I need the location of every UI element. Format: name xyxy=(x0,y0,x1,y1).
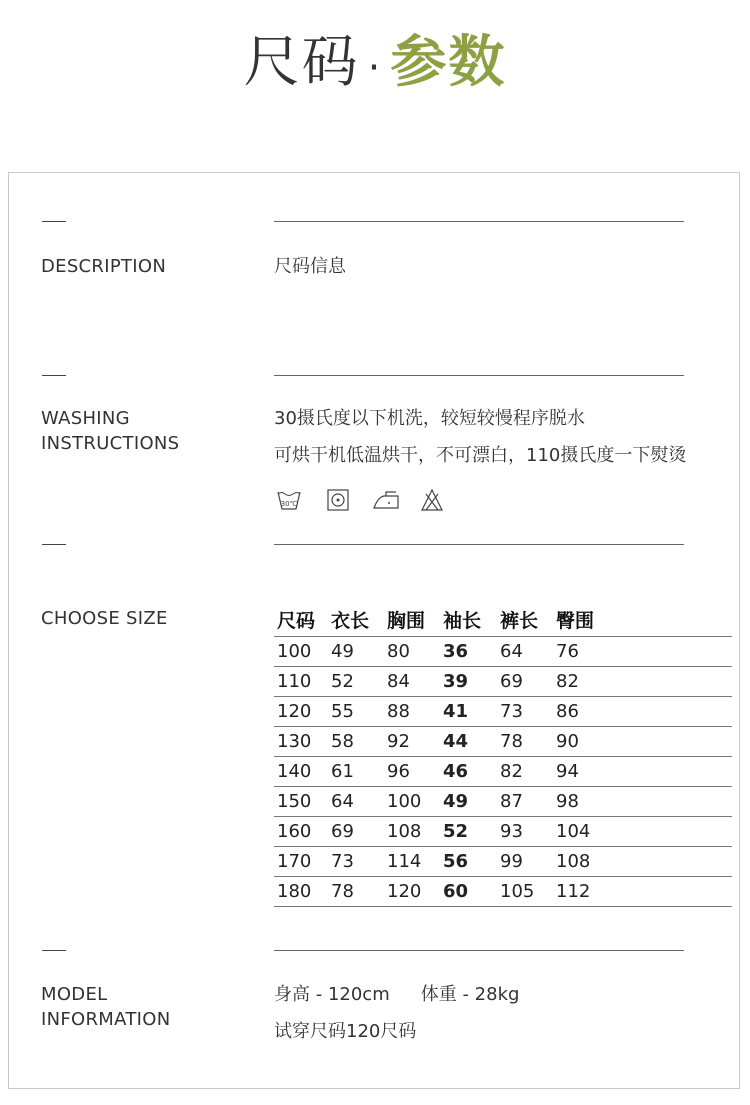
header-length: 衣长 xyxy=(331,602,387,637)
cell: 78 xyxy=(331,877,387,907)
washing-label-line2: INSTRUCTIONS xyxy=(41,433,180,454)
cell: 84 xyxy=(387,667,443,697)
cell: 49 xyxy=(443,787,500,817)
cell: 52 xyxy=(443,817,500,847)
cell: 52 xyxy=(331,667,387,697)
cell: 46 xyxy=(443,757,500,787)
cell: 100 xyxy=(387,787,443,817)
cell: 78 xyxy=(500,727,556,757)
title-size: 尺码 xyxy=(243,30,360,95)
description-label: DESCRIPTION xyxy=(41,256,167,277)
section-rule xyxy=(274,544,684,545)
header-chest: 胸围 xyxy=(387,602,443,637)
no-bleach-icon xyxy=(420,488,444,512)
cell: 60 xyxy=(443,877,500,907)
cell: 69 xyxy=(500,667,556,697)
table-row xyxy=(274,697,732,727)
cell: 44 xyxy=(443,727,500,757)
table-row xyxy=(274,817,732,847)
size-label: CHOOSE SIZE xyxy=(41,608,168,629)
cell: 105 xyxy=(500,877,556,907)
model-weight: 体重 - 28kg xyxy=(420,984,520,1005)
cell: 64 xyxy=(500,637,556,667)
header-sleeve: 袖长 xyxy=(443,602,500,637)
header-pants: 裤长 xyxy=(500,602,556,637)
cell: 36 xyxy=(443,637,500,667)
cell: 88 xyxy=(387,697,443,727)
cell: 94 xyxy=(556,757,616,787)
cell: 140 xyxy=(274,757,331,787)
section-rule xyxy=(274,950,684,951)
cell: 73 xyxy=(331,847,387,877)
title-params: 参数 xyxy=(390,30,507,95)
section-rule xyxy=(274,221,684,222)
section-dash xyxy=(42,221,66,222)
table-row xyxy=(274,847,732,877)
cell: 55 xyxy=(331,697,387,727)
washing-label-line1: WASHING xyxy=(41,408,130,429)
table-row xyxy=(274,637,732,667)
cell: 73 xyxy=(500,697,556,727)
cell: 87 xyxy=(500,787,556,817)
page-title xyxy=(0,28,750,98)
cell: 64 xyxy=(331,787,387,817)
cell: 120 xyxy=(274,697,331,727)
cell: 170 xyxy=(274,847,331,877)
cell: 108 xyxy=(556,847,616,877)
cell: 100 xyxy=(274,637,331,667)
section-dash xyxy=(42,544,66,545)
cell: 58 xyxy=(331,727,387,757)
cell: 112 xyxy=(556,877,616,907)
title-dot: · xyxy=(367,45,383,91)
iron-icon xyxy=(372,488,400,512)
cell: 150 xyxy=(274,787,331,817)
cell: 108 xyxy=(387,817,443,847)
cell: 90 xyxy=(556,727,616,757)
wash-temp-label: 30℃ xyxy=(280,500,298,508)
cell: 76 xyxy=(556,637,616,667)
cell: 110 xyxy=(274,667,331,697)
description-text: 尺码信息 xyxy=(274,256,346,277)
table-row xyxy=(274,877,732,907)
cell: 82 xyxy=(500,757,556,787)
section-rule xyxy=(274,375,684,376)
cell: 86 xyxy=(556,697,616,727)
section-dash xyxy=(42,375,66,376)
cell: 120 xyxy=(387,877,443,907)
cell: 69 xyxy=(331,817,387,847)
cell: 41 xyxy=(443,697,500,727)
table-row xyxy=(274,757,732,787)
model-label-line1: MODEL xyxy=(41,984,108,1005)
cell: 114 xyxy=(387,847,443,877)
cell: 130 xyxy=(274,727,331,757)
cell: 160 xyxy=(274,817,331,847)
section-dash xyxy=(42,950,66,951)
model-height: 身高 - 120cm xyxy=(274,984,390,1005)
size-table-header xyxy=(274,602,732,637)
washing-line1: 30摄氏度以下机洗，较短较慢程序脱水 xyxy=(274,408,585,429)
cell: 61 xyxy=(331,757,387,787)
model-fit: 试穿尺码120尺码 xyxy=(274,1021,417,1042)
cell: 104 xyxy=(556,817,616,847)
cell: 56 xyxy=(443,847,500,877)
header-hip: 臀围 xyxy=(556,602,616,637)
model-label-line2: INFORMATION xyxy=(41,1009,171,1030)
size-table xyxy=(274,602,732,907)
washing-line2: 可烘干机低温烘干，不可漂白，110摄氏度一下熨烫 xyxy=(274,445,687,466)
cell: 98 xyxy=(556,787,616,817)
cell: 92 xyxy=(387,727,443,757)
cell: 99 xyxy=(500,847,556,877)
cell: 82 xyxy=(556,667,616,697)
cell: 49 xyxy=(331,637,387,667)
wash-30-icon xyxy=(276,488,302,512)
tumble-dry-icon xyxy=(326,488,350,512)
cell: 39 xyxy=(443,667,500,697)
cell: 96 xyxy=(387,757,443,787)
cell: 180 xyxy=(274,877,331,907)
model-measurements xyxy=(274,982,519,1007)
cell: 80 xyxy=(387,637,443,667)
table-row xyxy=(274,727,732,757)
table-row xyxy=(274,787,732,817)
header-size: 尺码 xyxy=(274,602,331,637)
table-row xyxy=(274,667,732,697)
cell: 93 xyxy=(500,817,556,847)
